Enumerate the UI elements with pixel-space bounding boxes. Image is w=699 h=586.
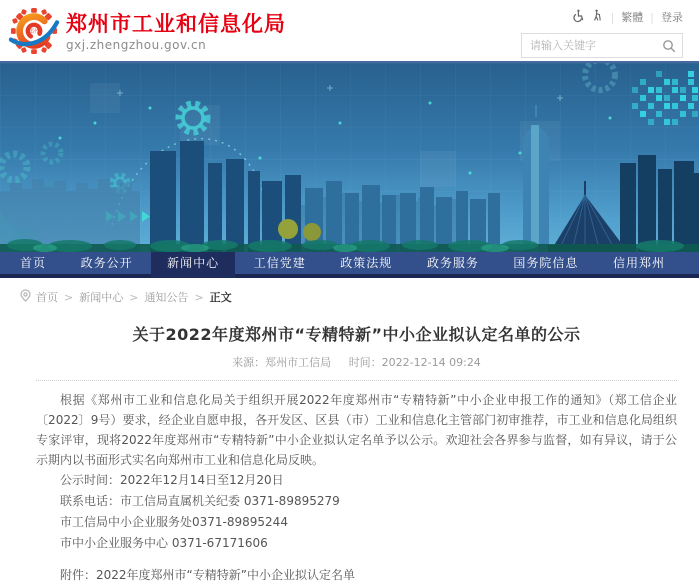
breadcrumb-item[interactable]: 通知公告 [144,291,189,304]
attachment-line: 附件：2022年度郑州市“专精特新”中小企业拟认定名单 [60,568,355,582]
article-source: 来源：郑州市工信局 [232,356,332,369]
nav-item-gov-open[interactable]: 政务公开 [80,256,133,270]
elder-mode-icon[interactable] [592,9,604,25]
divider: | [650,10,654,24]
article [0,322,699,586]
main-nav [0,252,699,278]
traditional-chinese-link[interactable]: 繁體 [621,11,644,24]
search-box [521,33,683,58]
article-detail-line: 市中小企业服务中心 0371-67171606 [60,536,268,550]
site-logo-icon [10,7,58,55]
svg-text:郑州: 郑州 [28,28,40,35]
nav-item-gov-service[interactable]: 政务服务 [426,256,479,270]
nav-item-state-council[interactable]: 国务院信息 [513,256,579,270]
accessibility-icon[interactable] [572,9,585,25]
breadcrumb-separator: > [129,290,139,304]
nav-item-news-center[interactable]: 新闻中心 [151,252,235,278]
dotted-divider [36,380,677,381]
nav-item-credit-zhengzhou[interactable]: 信用郑州 [612,256,665,270]
breadcrumb-item[interactable]: 新闻中心 [79,291,124,304]
article-detail-line: 市工信局中小企业服务处0371-89895244 [60,515,288,529]
divider: | [610,10,615,24]
location-pin-icon [20,289,31,305]
article-detail-line: 联系电话：市工信局直属机关纪委 0371-89895279 [60,494,340,508]
breadcrumb-separator: > [194,290,204,304]
nav-item-party-building[interactable]: 工信党建 [253,256,306,270]
banner-image [0,63,699,252]
site-title: 郑州市工业和信息化局 [66,11,286,36]
nav-item-policy-law[interactable]: 政策法规 [340,256,393,270]
breadcrumb-separator: > [64,290,74,304]
page-title: 关于2022年度郑州市“专精特新”中小企业拟认定名单的公示 [132,325,581,344]
article-detail-line: 公示时间：2022年12月14日至12月20日 [60,473,284,487]
article-time: 时间：2022-12-14 09:24 [348,356,481,369]
search-input[interactable] [521,33,683,58]
nav-item-home[interactable]: 首页 [20,256,47,270]
login-link[interactable]: 登录 [661,11,683,24]
breadcrumb [0,278,699,305]
breadcrumb-item[interactable]: 首页 [36,291,58,304]
breadcrumb-item: 正文 [209,291,232,304]
search-icon[interactable] [662,38,676,57]
site-header [0,0,699,63]
article-body: 根据《郑州市工业和信息化局关于组织开展2022年度郑州市“专精特新”中小企业申报工作的通知》（郑工信企业〔2022〕9号）要求，经企业自愿申报，各开发区、区县（市）工业和信息化主管部门初审推荐，市工业和信息化局组织专家评审，现将2022年度郑州市“专精特新”中小企业拟认定名单予以公示。欢迎社会各界参与监督，如有异议，请于公示期内以书面形式实名向郑州市工业和信息化局反映。 [36,393,677,467]
site-url: gxj.zhengzhou.gov.cn [66,37,207,52]
utility-bar [572,9,683,25]
article-meta [36,354,677,370]
site-logo[interactable] [10,7,286,55]
